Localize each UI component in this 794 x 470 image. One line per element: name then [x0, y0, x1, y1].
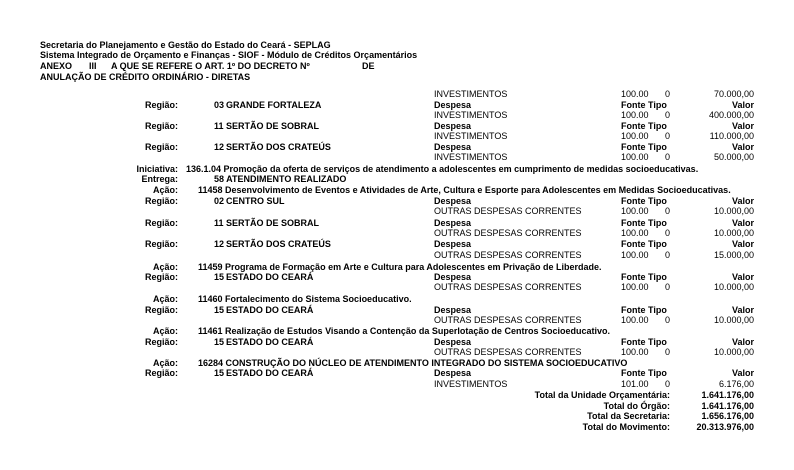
despesa-desc: INVESTIMENTOS	[434, 152, 508, 162]
acao-text: 11461 Realização de Estudos Visando a Contenção da Superlotação de Centros Socioeducativo.	[198, 326, 610, 336]
despesa-desc: INVESTIMENTOS	[434, 110, 508, 120]
regiao-label: Região:	[144, 337, 178, 347]
fonte: 100.00	[621, 315, 649, 325]
col-valor: Valor	[731, 272, 754, 282]
acao-text: 16284 CONSTRUÇÃO DO NÚCLEO DE ATENDIMENTO INTEGRADO DO SISTEMA SOCIOEDUCATIVO	[198, 358, 628, 368]
col-fonte-tipo: Fonte Tipo	[621, 337, 667, 347]
regiao-code: 11	[214, 121, 224, 131]
acao-label: Ação:	[152, 262, 178, 272]
regiao-label: Região:	[144, 368, 178, 378]
total-orgao-label: Total do Órgão:	[603, 401, 670, 411]
valor: 50.000,00	[713, 152, 754, 162]
despesa-desc: OUTRAS DESPESAS CORRENTES	[434, 282, 582, 292]
total-secretaria-value: 1.656.176,00	[701, 411, 754, 421]
col-valor: Valor	[731, 218, 754, 228]
col-valor: Valor	[731, 368, 754, 378]
col-despesa: Despesa	[434, 196, 472, 206]
header-anexo-de: DE	[362, 61, 375, 71]
regiao-name: ESTADO DO CEARÁ	[226, 272, 314, 282]
regiao-name: ESTADO DO CEARÁ	[226, 337, 314, 347]
total-movimento-label: Total do Movimento:	[582, 422, 670, 432]
acao-label: Ação:	[152, 294, 178, 304]
entrega-text: 58 ATENDIMENTO REALIZADO	[214, 174, 347, 184]
col-fonte-tipo: Fonte Tipo	[621, 305, 667, 315]
acao-text: 11459 Programa de Formação em Arte e Cultura para Adolescentes em Privação de Liberdade.	[198, 262, 602, 272]
regiao-code: 11	[214, 218, 224, 228]
valor: 70.000,00	[713, 89, 754, 99]
col-despesa: Despesa	[434, 305, 472, 315]
tipo: 0	[665, 282, 671, 292]
fonte: 100.00	[621, 110, 649, 120]
tipo: 0	[665, 89, 671, 99]
col-valor: Valor	[731, 121, 754, 131]
tipo: 0	[665, 206, 671, 216]
despesa-desc: OUTRAS DESPESAS CORRENTES	[434, 347, 582, 357]
regiao-label: Região:	[144, 305, 178, 315]
header-anexo-ref: A QUE SE REFERE O ART. 1º DO DECRETO Nº	[111, 61, 310, 71]
acao-text: 11458 Desenvolvimento de Eventos e Atividades de Arte, Cultura e Esporte para Adolescentes em Medidas Socioeducativas.	[198, 185, 731, 195]
regiao-code: 15	[214, 368, 225, 378]
total-movimento-value: 20.313.976,00	[696, 422, 754, 432]
col-despesa: Despesa	[434, 368, 472, 378]
tipo: 0	[665, 152, 671, 162]
valor: 10.000,00	[713, 315, 754, 325]
valor: 10.000,00	[713, 228, 754, 238]
valor: 10.000,00	[713, 347, 754, 357]
header-secretaria: Secretaria do Planejamento e Gestão do Estado do Ceará - SEPLAG	[40, 40, 331, 50]
col-despesa: Despesa	[434, 100, 472, 110]
header-title: ANULAÇÃO DE CRÉDITO ORDINÁRIO - DIRETAS	[40, 72, 251, 82]
regiao-code: 02	[214, 196, 225, 206]
regiao-name: ESTADO DO CEARÁ	[226, 305, 314, 315]
despesa-desc: OUTRAS DESPESAS CORRENTES	[434, 228, 582, 238]
iniciativa-text: 136.1.04 Promoção da oferta de serviços de atendimento a adolescentes em cumprimento de medidas socioeducativas.	[186, 164, 699, 174]
total-secretaria-label: Total da Secretaria:	[587, 411, 670, 421]
col-valor: Valor	[731, 337, 754, 347]
valor: 6.176,00	[718, 379, 754, 389]
regiao-code: 12	[214, 239, 225, 249]
regiao-code: 15	[214, 337, 225, 347]
col-fonte-tipo: Fonte Tipo	[621, 196, 667, 206]
header-anexo-num: III	[89, 61, 97, 71]
regiao-name: CENTRO SUL	[226, 196, 285, 206]
despesa-desc: INVESTIMENTOS	[434, 379, 508, 389]
valor: 110.000,00	[709, 131, 754, 141]
regiao-label: Região:	[144, 142, 178, 152]
iniciativa-label: Iniciativa:	[136, 164, 178, 174]
col-despesa: Despesa	[434, 272, 472, 282]
fonte: 100.00	[621, 250, 649, 260]
col-fonte-tipo: Fonte Tipo	[621, 239, 667, 249]
col-valor: Valor	[731, 305, 754, 315]
col-despesa: Despesa	[434, 218, 472, 228]
col-despesa: Despesa	[434, 239, 472, 249]
col-despesa: Despesa	[434, 142, 472, 152]
regiao-label: Região:	[144, 121, 178, 131]
regiao-code: 03	[214, 100, 225, 110]
regiao-code: 15	[214, 272, 225, 282]
total-unidade-label: Total da Unidade Orçamentária:	[534, 390, 670, 400]
col-fonte-tipo: Fonte Tipo	[621, 100, 667, 110]
acao-text: 11460 Fortalecimento do Sistema Socioeducativo.	[198, 294, 412, 304]
valor: 400.000,00	[708, 110, 754, 120]
col-valor: Valor	[731, 100, 754, 110]
total-unidade-value: 1.641.176,00	[701, 390, 754, 400]
tipo: 0	[665, 250, 671, 260]
total-orgao-value: 1.641.176,00	[701, 401, 754, 411]
tipo: 0	[665, 228, 671, 238]
fonte: 100.00	[621, 89, 649, 99]
col-valor: Valor	[731, 196, 754, 206]
col-fonte-tipo: Fonte Tipo	[621, 142, 667, 152]
regiao-code: 15	[214, 305, 225, 315]
fonte: 100.00	[621, 347, 649, 357]
tipo: 0	[665, 315, 671, 325]
despesa-desc: INVESTIMENTOS	[434, 89, 508, 99]
tipo: 0	[665, 379, 671, 389]
fonte: 101.00	[621, 379, 649, 389]
despesa-desc: OUTRAS DESPESAS CORRENTES	[434, 250, 582, 260]
regiao-label: Região:	[144, 239, 178, 249]
despesa-desc: INVESTIMENTOS	[434, 131, 508, 141]
fonte: 100.00	[621, 228, 649, 238]
regiao-name: GRANDE FORTALEZA	[226, 100, 322, 110]
header-anexo-label: ANEXO	[40, 61, 73, 71]
col-fonte-tipo: Fonte Tipo	[621, 121, 667, 131]
regiao-label: Região:	[144, 272, 178, 282]
col-fonte-tipo: Fonte Tipo	[621, 272, 667, 282]
acao-label: Ação:	[152, 326, 178, 336]
regiao-name: SERTÃO DE SOBRAL	[226, 121, 320, 131]
valor: 10.000,00	[713, 206, 754, 216]
acao-label: Ação:	[152, 358, 178, 368]
regiao-code: 12	[214, 142, 225, 152]
despesa-desc: OUTRAS DESPESAS CORRENTES	[434, 315, 582, 325]
col-valor: Valor	[731, 142, 754, 152]
col-despesa: Despesa	[434, 121, 472, 131]
col-fonte-tipo: Fonte Tipo	[621, 218, 667, 228]
regiao-name: SERTÃO DE SOBRAL	[226, 218, 320, 228]
fonte: 100.00	[621, 282, 649, 292]
header-sistema: Sistema Integrado de Orçamento e Finanças - SIOF - Módulo de Créditos Orçamentários	[40, 50, 418, 60]
regiao-name: SERTÃO DOS CRATEÚS	[226, 239, 331, 249]
valor: 10.000,00	[713, 282, 754, 292]
col-despesa: Despesa	[434, 337, 472, 347]
fonte: 100.00	[621, 131, 649, 141]
entrega-label: Entrega:	[141, 174, 178, 184]
acao-label: Ação:	[152, 185, 178, 195]
fonte: 100.00	[621, 206, 649, 216]
col-fonte-tipo: Fonte Tipo	[621, 368, 667, 378]
regiao-label: Região:	[144, 100, 178, 110]
fonte: 100.00	[621, 152, 649, 162]
tipo: 0	[665, 110, 671, 120]
tipo: 0	[665, 131, 671, 141]
regiao-name: SERTÃO DOS CRATEÚS	[226, 142, 331, 152]
regiao-label: Região:	[144, 196, 178, 206]
regiao-label: Região:	[144, 218, 178, 228]
despesa-desc: OUTRAS DESPESAS CORRENTES	[434, 206, 582, 216]
col-valor: Valor	[731, 239, 754, 249]
regiao-name: ESTADO DO CEARÁ	[226, 368, 314, 378]
valor: 15.000,00	[713, 250, 754, 260]
tipo: 0	[665, 347, 671, 357]
